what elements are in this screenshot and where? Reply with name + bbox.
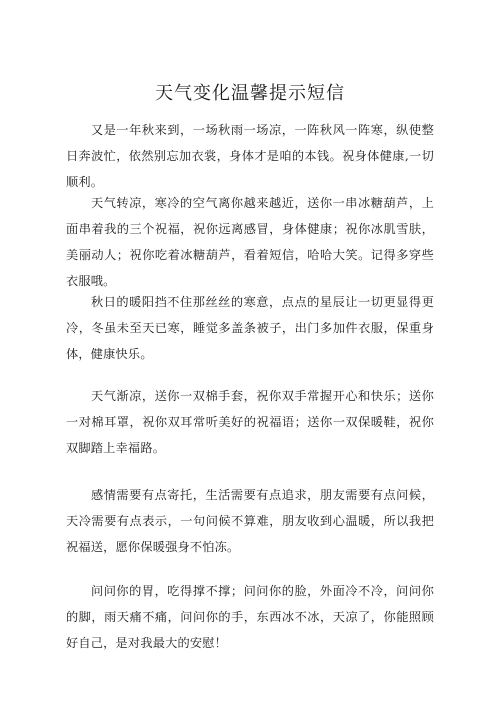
paragraph-5: 感情需要有点寄托，生活需要有点追求，朋友需要有点问候，天冷需要有点表示，一句问候不算难，朋友收到心温暖，所以我把祝福送，愿你保暖强身不怕冻。: [66, 488, 434, 554]
document-title: 天气变化温馨提示短信: [155, 83, 345, 104]
paragraph-6: 问问你的胃，吃得撑不撑；问问你的脸，外面冷不冷，问问你的脚，雨天痛不痛，问问你的手，东西冰不冰，天凉了，你能照顾好自己，是对我最大的安慰！: [66, 584, 434, 650]
paragraph-4: 天气渐凉，送你一双棉手套，祝你双手常握开心和快乐；送你一对棉耳罩，祝你双耳常听美好的祝福语；送你一双保暖鞋，祝你双脚踏上幸福路。: [66, 389, 434, 455]
paragraph-2: 天气转凉，寒冷的空气离你越来越近，送你一串冰糖葫芦，上面串着我的三个祝福，祝你远离感冒，身体健康；祝你冰肌雪肤，美丽动人；祝你吃着冰糖葫芦，看着短信，哈哈大笑。记得多穿些衣服哦。: [66, 196, 434, 288]
paragraph-3: 秋日的暖阳挡不住那丝丝的寒意，点点的星辰让一切更显得更冷，冬虽未至天已寒，睡觉多盖条被子，出门多加件衣服，保重身体，健康快乐。: [66, 295, 434, 361]
paragraph-1: 又是一年秋来到，一场秋雨一场凉，一阵秋风一阵寒，纵使整日奔波忙，依然别忘加衣裳，身体才是咱的本钱。祝身体健康,一切顺利。: [66, 123, 434, 189]
